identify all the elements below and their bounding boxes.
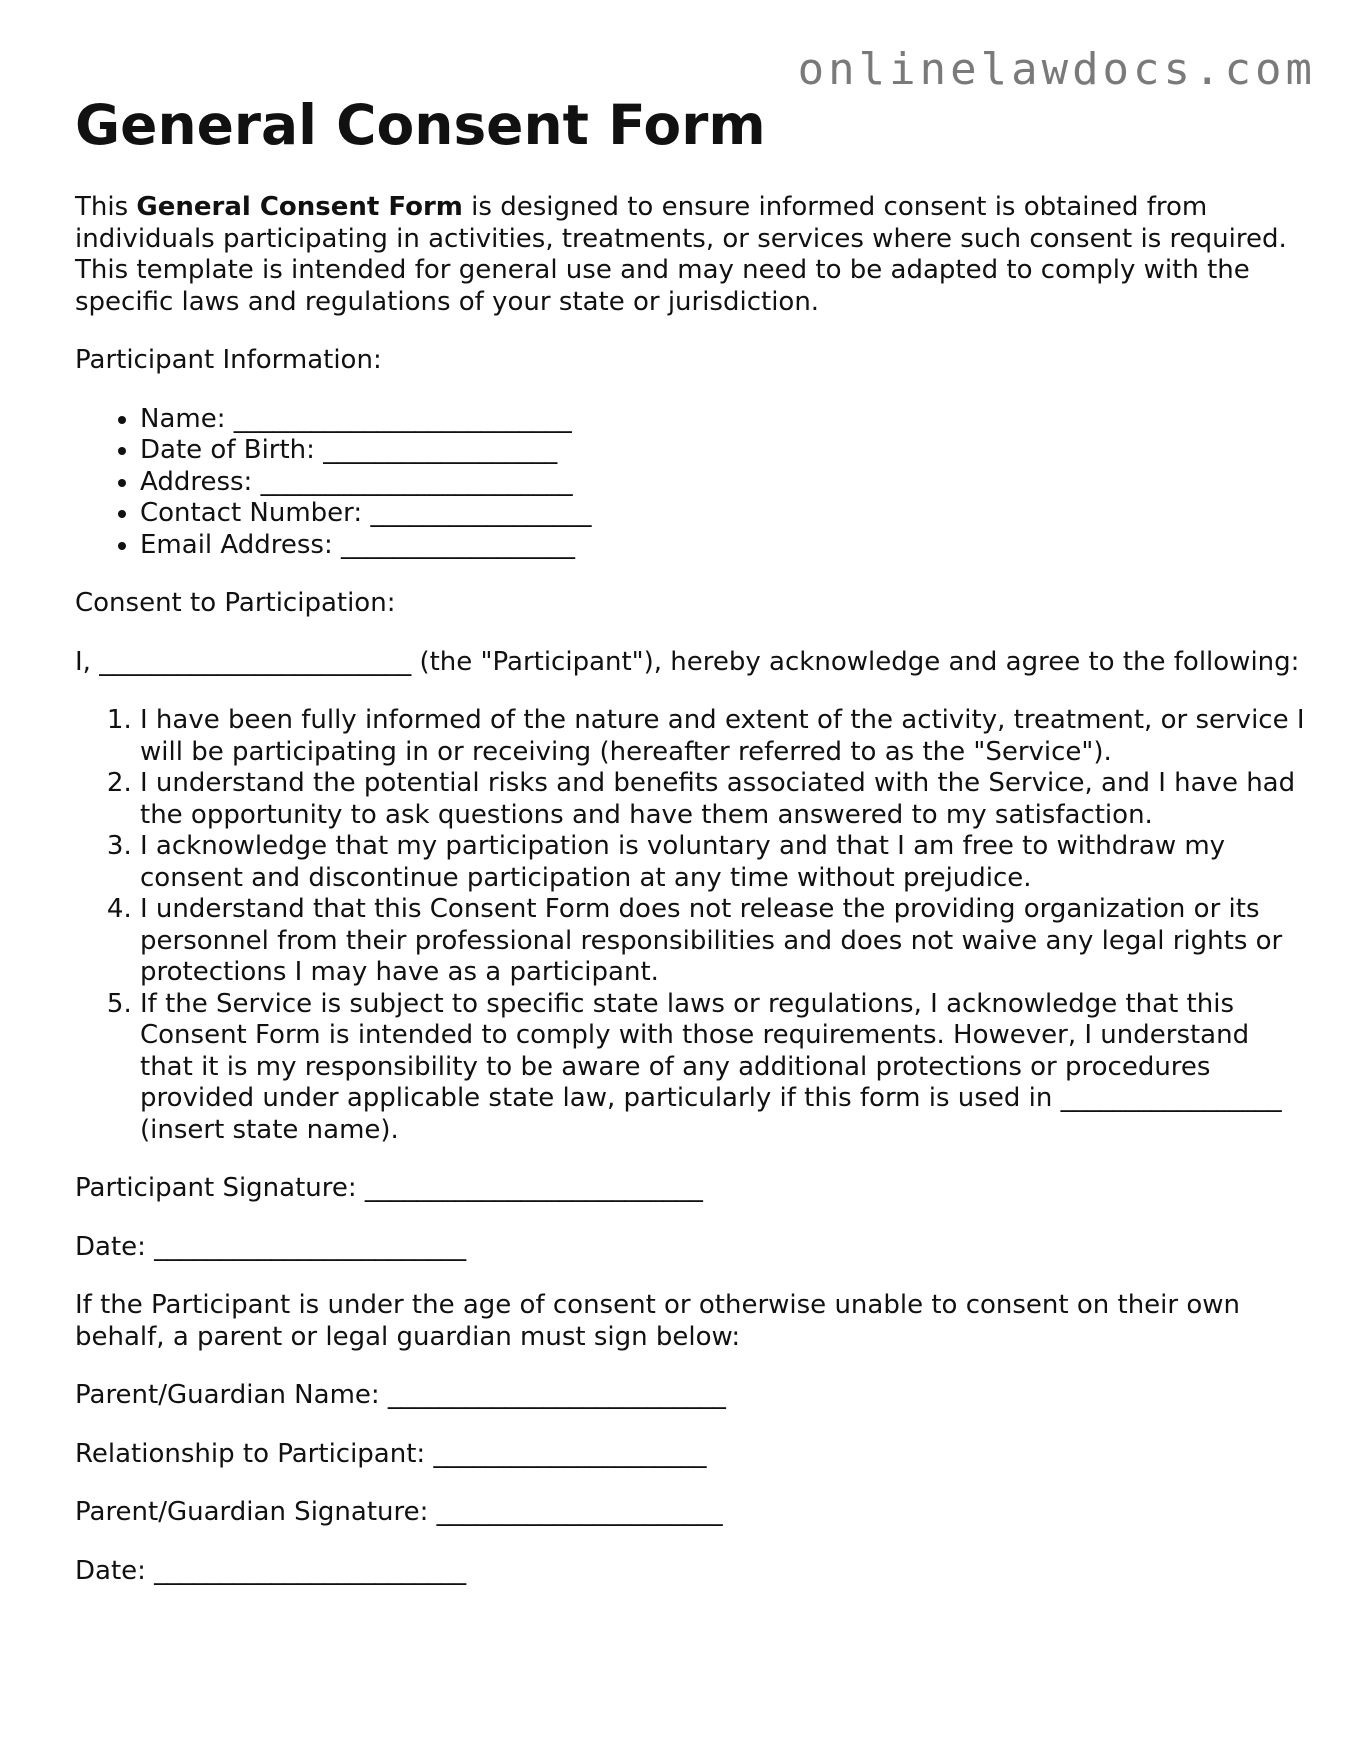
participant-info-list xyxy=(75,404,1305,562)
intro-prefix: This xyxy=(75,192,137,222)
guardian-notice: If the Participant is under the age of consent or otherwise unable to consent on their own behalf, a parent or legal guardian must sign below: xyxy=(75,1290,1240,1352)
field-blank[interactable]: _________________ xyxy=(370,498,592,528)
guardian-relationship-line[interactable]: Relationship to Participant: _____________________ xyxy=(75,1438,707,1469)
field-label: Name: xyxy=(140,403,234,434)
address-field xyxy=(140,467,1305,499)
consent-heading: Consent to Participation: xyxy=(75,588,396,618)
field-blank[interactable]: ________________________ xyxy=(260,466,573,497)
guardian-date-line[interactable]: Date: ________________________ xyxy=(75,1555,467,1586)
consent-term: 2. I understand the potential risks and benefits associated with the Service, and I have had the opportunity to ask questions and have them answered to my satisfaction. xyxy=(140,768,1305,831)
field-label: Date of Birth: xyxy=(140,435,324,465)
consent-term: 5. If the Service is subject to specific state laws or regulations, I acknowledge that this Consent Form is intended to comply with those requirements. However, I understand that it is my responsibility to be aware of any additional protections or procedures provided under applicable state law, particularly if this form is used in _________________ (insert state name). xyxy=(140,989,1305,1147)
email-field xyxy=(140,530,1305,562)
intro-bold: General Consent Form xyxy=(136,192,463,222)
intro-rest: is designed to ensure informed consent is obtained from individuals participating in activities, treatments, or services where such consent is required. This template is intended for general use and may need to be adapted to comply with the specific laws and regulations of your state or jurisdiction. xyxy=(75,192,1287,317)
participant-date-line[interactable]: Date: ________________________ xyxy=(75,1231,467,1262)
dob-field xyxy=(140,435,1305,467)
field-blank[interactable]: __________________________ xyxy=(233,403,572,434)
guardian-signature-line[interactable]: Parent/Guardian Signature: ______________________ xyxy=(75,1497,723,1527)
field-label: Address: xyxy=(140,466,261,497)
consent-statement: I, ________________________ (the "Participant"), hereby acknowledge and agree to the following: xyxy=(75,646,1300,677)
document-page xyxy=(75,92,1305,1587)
participant-signature-line[interactable]: Participant Signature: __________________________ xyxy=(75,1173,703,1203)
contact-number-field xyxy=(140,498,1305,530)
watermark: onlinelawdocs.com xyxy=(797,44,1316,95)
field-blank[interactable]: __________________ xyxy=(323,435,558,465)
name-field xyxy=(140,404,1305,436)
field-blank[interactable]: __________________ xyxy=(340,529,575,560)
participant-info-heading: Participant Information: xyxy=(75,345,382,375)
field-label: Contact Number: xyxy=(140,498,371,528)
consent-term: 1. I have been fully informed of the nature and extent of the activity, treatment, or service I will be participating in or receiving (hereafter referred to as the "Service"). xyxy=(140,705,1305,768)
guardian-name-line[interactable]: Parent/Guardian Name: __________________________ xyxy=(75,1380,726,1410)
consent-terms-list xyxy=(75,705,1305,1146)
consent-term: 3. I acknowledge that my participation is voluntary and that I am free to withdraw my consent and discontinue participation at any time without prejudice. xyxy=(140,831,1305,894)
intro-paragraph xyxy=(75,192,1305,318)
page-title: General Consent Form xyxy=(75,93,766,157)
field-label: Email Address: xyxy=(140,529,341,560)
consent-term: 4. I understand that this Consent Form does not release the providing organization or its personnel from their professional responsibilities and does not waive any legal rights or protections I may have as a participant. xyxy=(140,894,1305,989)
